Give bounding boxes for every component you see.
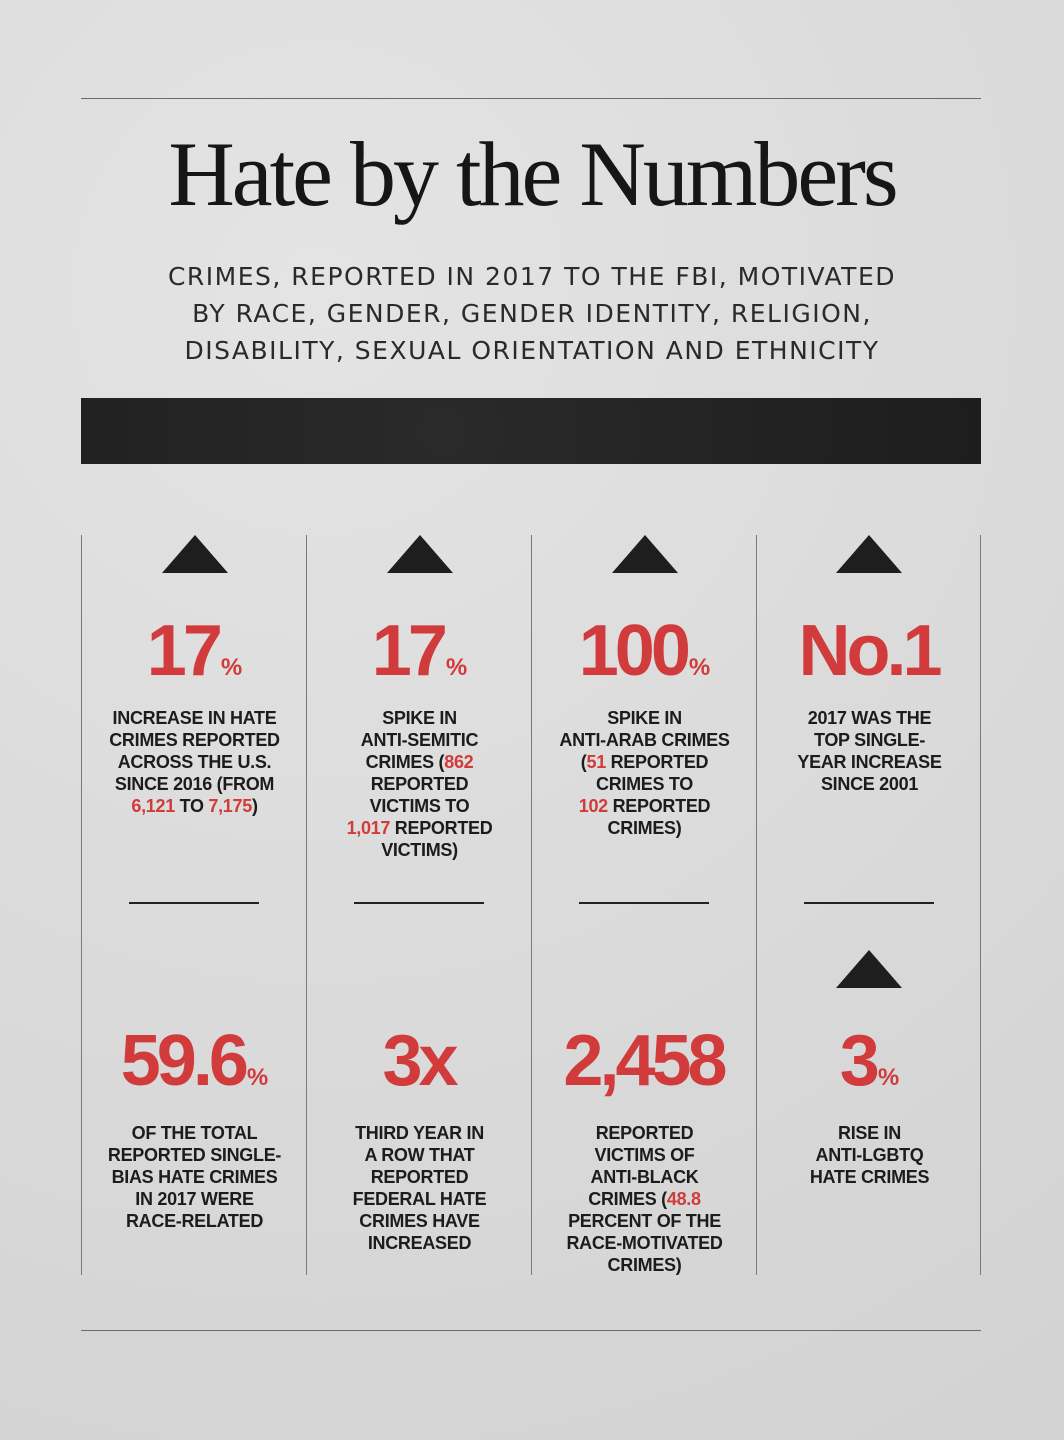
row-separator	[579, 902, 709, 904]
stat-card-hate-crime-increase	[82, 535, 307, 895]
stat-value: 3x	[382, 1021, 455, 1101]
subtitle-line-2: BY RACE, GENDER, GENDER IDENTITY, RELIGION,	[192, 299, 872, 328]
stat-card-anti-arab	[532, 535, 757, 895]
stat-card-anti-black	[532, 1021, 757, 1285]
stat-card-anti-semitic	[307, 535, 532, 895]
up-arrow-icon	[836, 535, 902, 573]
subtitle-line-1: CRIMES, REPORTED IN 2017 TO THE FBI, MOTIVATED	[167, 262, 897, 291]
up-arrow-icon	[387, 535, 453, 573]
stat-description: THIRD YEAR IN A ROW THAT REPORTED FEDERAL HATE CRIMES HAVE INCREASED	[352, 1123, 487, 1253]
stat-description: 2017 WAS THE TOP SINGLE- YEAR INCREASE SINCE 2001	[797, 708, 942, 794]
top-rule	[81, 98, 981, 99]
bottom-rule	[81, 1330, 981, 1331]
stat-value: 17%	[371, 611, 468, 691]
up-arrow-icon	[612, 535, 678, 573]
subtitle-line-3: DISABILITY, SEXUAL ORIENTATION AND ETHNICITY	[184, 336, 880, 365]
header-black-bar	[81, 398, 981, 464]
row-separator	[129, 902, 259, 904]
up-arrow-icon	[836, 950, 902, 988]
stat-description: SPIKE IN ANTI-ARAB CRIMES (51 REPORTED CRIMES TO 102 REPORTED CRIMES)	[559, 708, 730, 838]
stat-description: OF THE TOTAL REPORTED SINGLE- BIAS HATE CRIMES IN 2017 WERE RACE-RELATED	[107, 1123, 282, 1231]
stat-card-third-year	[307, 1021, 532, 1285]
stat-description: SPIKE IN ANTI-SEMITIC CRIMES (862 REPORTED VICTIMS TO 1,017 REPORTED VICTIMS)	[346, 708, 493, 860]
stat-value: 17%	[146, 611, 243, 691]
stat-description: RISE IN ANTI-LGBTQ HATE CRIMES	[809, 1123, 930, 1187]
page-title: Hate by the Numbers	[168, 123, 896, 225]
up-arrow-icon	[162, 535, 228, 573]
row-separator	[804, 902, 934, 904]
stat-value: 100%	[578, 611, 711, 691]
stat-card-race-related	[82, 1021, 307, 1285]
stat-value: No.1	[798, 611, 939, 691]
stat-value: 3%	[839, 1021, 900, 1101]
stat-value: 59.6%	[120, 1021, 269, 1101]
stat-card-anti-lgbtq	[757, 950, 982, 1285]
stat-card-top-increase	[757, 535, 982, 895]
stat-description: REPORTED VICTIMS OF ANTI-BLACK CRIMES (48.8 PERCENT OF THE RACE-MOTIVATED CRIMES)	[566, 1123, 723, 1275]
stat-value: 2,458	[563, 1021, 724, 1101]
subtitle	[0, 258, 1064, 369]
row-separator	[354, 902, 484, 904]
stat-description: INCREASE IN HATE CRIMES REPORTED ACROSS THE U.S. SINCE 2016 (FROM 6,121 TO 7,175)	[109, 708, 280, 816]
